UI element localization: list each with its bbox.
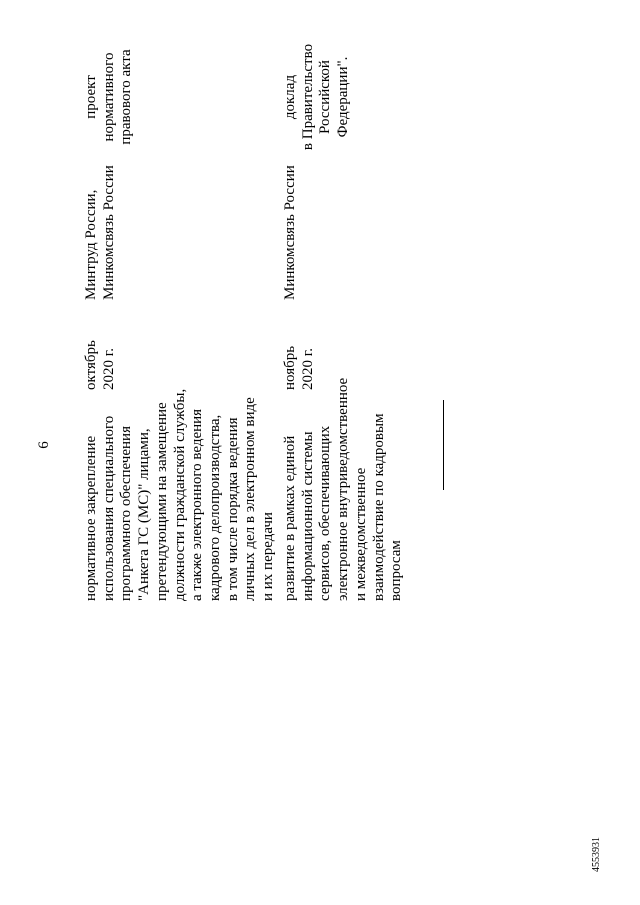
page-number: 6 — [36, 441, 52, 449]
description-line: информационной системы — [299, 431, 316, 601]
responsible-line: Минкомсвязь России — [100, 165, 117, 300]
description-line: программного обеспечения — [118, 426, 135, 601]
responsible-line: Минкомсвязь России — [282, 165, 298, 300]
description-line: и межведомственное — [352, 467, 369, 601]
result-cell — [83, 21, 136, 173]
deadline-line: 2020 г. — [299, 348, 316, 390]
result-line: правового акта — [118, 49, 135, 145]
description-line: нормативное закрепление — [83, 435, 99, 601]
deadline-line: ноябрь — [282, 345, 298, 390]
description-line: и их передачи — [260, 512, 277, 601]
separator-rule — [443, 400, 444, 490]
responsible-line: Минтруд России, — [83, 189, 99, 300]
description-line: вопросам — [388, 540, 405, 601]
description-line: электронное внутриведомственное — [335, 377, 352, 601]
responsible-cell — [282, 165, 300, 300]
description-line: развитие в рамках единой — [282, 435, 298, 601]
result-line: Российской — [317, 60, 334, 134]
responsible-cell — [83, 165, 118, 300]
description-line: взаимодействие по кадровым — [370, 413, 387, 601]
document-code: 4553931 — [591, 837, 602, 872]
result-line: в Правительство — [299, 43, 316, 151]
description-line: кадрового делопроизводства, — [206, 414, 223, 601]
description-line: сервисов, обеспечивающих — [317, 425, 334, 601]
description-line: личных дел в электронном виде — [242, 397, 259, 601]
description-line: а также электронного ведения — [189, 408, 206, 601]
deadline-cell — [282, 346, 317, 390]
result-line: Федерации". — [335, 56, 352, 138]
description-cell — [83, 389, 278, 601]
result-line: нормативного — [100, 52, 117, 142]
table-row — [83, 0, 279, 905]
deadline-line: 2020 г. — [100, 348, 117, 390]
result-line: проект — [83, 75, 99, 119]
description-cell — [282, 378, 406, 601]
description-line: использования специального — [100, 415, 117, 601]
result-line: доклад — [282, 74, 298, 120]
description-line: должности гражданской службы, — [171, 388, 188, 601]
result-cell — [282, 21, 353, 173]
deadline-cell — [83, 340, 118, 390]
description-line: "Анкета ГС (МС)" лицами, — [136, 428, 153, 601]
table-row — [282, 0, 407, 905]
description-line: претендующими на замещение — [153, 402, 170, 601]
description-line: в том числе порядка ведения — [224, 417, 241, 601]
deadline-line: октябрь — [83, 340, 99, 390]
